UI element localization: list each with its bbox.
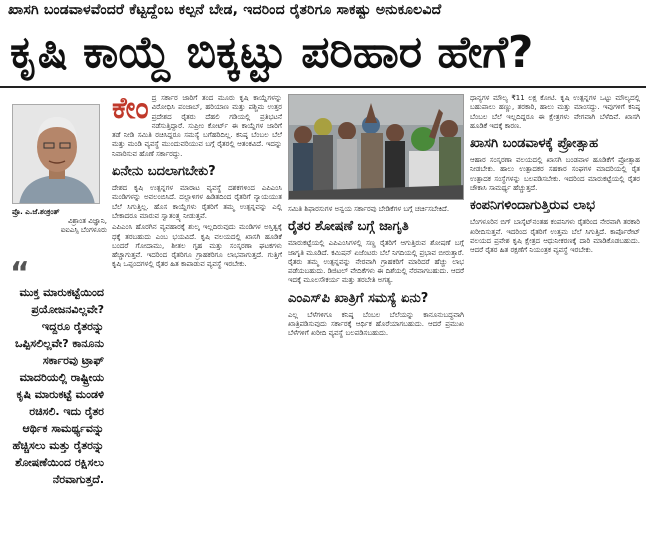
- pull-quote: [10, 256, 104, 488]
- article-column-1: [112, 94, 282, 544]
- quote-mark-icon: “: [10, 256, 30, 291]
- pull-quote-text: ಮುಕ್ತ ಮಾರುಕಟ್ಟೆಯಿಂದ ಪ್ರಯೋಜನವಿಲ್ಲವೇ? ಇದ್ದರೂ ರೈತರನ್ನು ಒಪ್ಪಿಸಲಿಲ್ಲವೇ? ಕಾನೂನು ಸರ್ಕಾರವು ಟ್ರಾಫ್ ಮಾದರಿಯಲ್ಲಿ ರಾಷ್ಟ್ರೀಯ ಕೃಷಿ ಮಾರುಕಟ್ಟೆ ಮಂಡಳಿ ರಚಿಸಲಿ. ಇದು ರೈತರ ಆರ್ಥಿಕ ಸಾಮರ್ಥ್ಯವನ್ನು ಹೆಚ್ಚಿಸಲು ಮತ್ತು ರೈತರನ್ನು ಶೋಷಣೆಯಿಂದ ರಕ್ಷಿಸಲು ನೆರವಾಗುತ್ತದೆ.: [12, 286, 104, 486]
- drop-cap: ಕೇಂ: [112, 94, 149, 126]
- body-paragraph: ಬೆಂಗಳೂರಿನ ಬಿಗ್ ಬಾಸ್ಕೆಟ್‌ನಂತಹ ಕಂಪನಿಗಳು ರೈತರಿಂದ ನೇರವಾಗಿ ತರಕಾರಿ ಖರೀದಿಸುತ್ತವೆ. ಇದರಿಂದ ರೈತರಿಗೆ ಉತ್ತಮ ಬೆಲೆ ಸಿಗುತ್ತಿದೆ. ಕಾರ್ಪೊರೇಟ್ ವಲಯದ ಪ್ರವೇಶ ಕೃಷಿ ಕ್ಷೇತ್ರದ ಆಧುನೀಕರಣಕ್ಕೆ ದಾರಿ ಮಾಡಿಕೊಡಬಹುದು. ಆದರೆ ರೈತರ ಹಿತ ರಕ್ಷಣೆಗೆ ನಿಯಂತ್ರಕ ವ್ಯವಸ್ಥೆ ಇರಬೇಕು.: [470, 218, 640, 255]
- kicker-line: ಖಾಸಗಿ ಬಂಡವಾಳವೆಂದರೆ ಕೆಟ್ಟದ್ದೆಂಬ ಕಲ್ಪನೆ ಬೇಡ, ಇದರಿಂದ ರೈತರಿಗೂ ಸಾಕಷ್ಟು ಅನುಕೂಲವಿದೆ: [8, 2, 442, 18]
- body-paragraph: ದೇಶದ ಕೃಷಿ ಉತ್ಪನ್ನಗಳ ಮಾರಾಟ ವ್ಯವಸ್ಥೆ ದಶಕಗಳಿಂದ ಎಪಿಎಂಸಿ ಮಂಡಿಗಳನ್ನು ಅವಲಂಬಿಸಿದೆ. ದಲ್ಲಾಳಿಗಳ ಹಿಡಿತದಿಂದ ರೈತರಿಗೆ ನ್ಯಾಯಯುತ ಬೆಲೆ ಸಿಗುತ್ತಿಲ್ಲ. ಹೊಸ ಕಾಯ್ದೆಗಳು ರೈತರಿಗೆ ತಮ್ಮ ಉತ್ಪನ್ನವನ್ನು ಎಲ್ಲಿ ಬೇಕಾದರೂ ಮಾರುವ ಸ್ವಾತಂತ್ರ್ಯ ನೀಡುತ್ತವೆ.: [112, 184, 282, 220]
- body-paragraph: ಎಪಿಎಂಸಿ ಹೊರಗಿನ ವ್ಯವಹಾರಕ್ಕೆ ಶುಲ್ಕ ಇಲ್ಲದಿರುವುದು ಮಂಡಿಗಳ ಅಸ್ತಿತ್ವಕ್ಕೆ ಧಕ್ಕೆ ತರಬಹುದು ಎಂಬ ಭಯವಿದೆ. ಕೃಷಿ ವಲಯದಲ್ಲಿ ಖಾಸಗಿ ಹೂಡಿಕೆ ಬಂದರೆ ಗೋದಾಮು, ಶೀತಲ ಗೃಹ ಮತ್ತು ಸಂಸ್ಕರಣಾ ಘಟಕಗಳು ಹೆಚ್ಚಾಗುತ್ತವೆ. ಇದರಿಂದ ರೈತರಿಗೂ ಗ್ರಾಹಕರಿಗೂ ಲಾಭವಾಗುತ್ತದೆ. ಗುತ್ತಿಗೆ ಕೃಷಿ ಒಪ್ಪಂದಗಳಲ್ಲಿ ರೈತರ ಹಿತ ಕಾಪಾಡುವ ವ್ಯವಸ್ಥೆ ಇರಬೇಕು.: [112, 223, 282, 269]
- subhead-company-benefits: ಕಂಪನಿಗಳಿಂದಾಗುತ್ತಿರುವ ಲಾಭ: [470, 198, 595, 214]
- author-title-line2: ಐಐಎಸ್ಸಿ ಬೆಂಗಳೂರು: [60, 226, 107, 234]
- body-paragraph: ಮಾರುಕಟ್ಟೆಯಲ್ಲಿ ಎಪಿಎಂಸಿಗಳಲ್ಲಿ ಸಣ್ಣ ರೈತರಿಗೆ ಆಗುತ್ತಿರುವ ಶೋಷಣೆ ಬಗ್ಗೆ ಜಾಗೃತಿ ಮೂಡಿದೆ. ಕಮಿಷನ್ ಏಜೆಂಟರು ಬೆಲೆ ನಿಗದಿಯಲ್ಲಿ ಪ್ರಭಾವ ಬೀರುತ್ತಾರೆ. ರೈತರು ತಮ್ಮ ಉತ್ಪನ್ನವನ್ನು ನೇರವಾಗಿ ಗ್ರಾಹಕರಿಗೆ ಮಾರಿದರೆ ಹೆಚ್ಚು ಲಾಭ ಪಡೆಯಬಹುದು. ಡಿಜಿಟಲ್ ವೇದಿಕೆಗಳು ಈ ದಿಶೆಯಲ್ಲಿ ನೆರವಾಗಬಹುದು. ಆದರೆ ಇದಕ್ಕೆ ಮೂಲಸೌಕರ್ಯ ಮತ್ತು ತರಬೇತಿ ಅಗತ್ಯ.: [288, 239, 464, 285]
- author-name: ಪ್ರೊ. ಎ.ಜೆ.ಶಂಕ್ರಂತ್: [12, 208, 60, 216]
- author-photo: [12, 104, 100, 204]
- subhead-farmer-exploitation: ರೈತರ ಶೋಷಣೆ ಬಗ್ಗೆ ಜಾಗೃತಿ: [288, 219, 409, 235]
- article-column-3: [470, 94, 640, 544]
- article-column-2: [288, 205, 464, 545]
- body-paragraph: ಆಹಾರ ಸಂಸ್ಕರಣಾ ವಲಯದಲ್ಲಿ ಖಾಸಗಿ ಬಂಡವಾಳ ಹೂಡಿಕೆಗೆ ಪ್ರೋತ್ಸಾಹ ನೀಡಬೇಕು. ಹಾಲು ಉತ್ಪಾದಕರ ಸಹಕಾರ ಸಂಘಗಳ ಮಾದರಿಯಲ್ಲಿ ರೈತ ಉತ್ಪಾದಕ ಸಂಸ್ಥೆಗಳನ್ನು ಬಲಪಡಿಸಬೇಕು. ಇದರಿಂದ ಮಾರುಕಟ್ಟೆಯಲ್ಲಿ ರೈತರ ಚೌಕಾಸಿ ಸಾಮರ್ಥ್ಯ ಹೆಚ್ಚುತ್ತದೆ.: [470, 156, 640, 193]
- body-paragraph: ಎಲ್ಲ ಬೆಳೆಗಳಿಗೂ ಕನಿಷ್ಠ ಬೆಂಬಲ ಬೆಲೆಯನ್ನು ಕಾನೂನುಬದ್ಧವಾಗಿ ಖಾತ್ರಿಪಡಿಸುವುದು ಸರ್ಕಾರಕ್ಕೆ ಆರ್ಥಿಕ ಹೊರೆಯಾಗಬಹುದು. ಆದರೆ ಪ್ರಮುಖ ಬೆಳೆಗಳಿಗೆ ಖರೀದಿ ವ್ಯವಸ್ಥೆ ಬಲಪಡಿಸಬಹುದು.: [288, 310, 464, 338]
- author-title-line1: ವಿಶ್ರಾಂತ ವಿಜ್ಞಾನಿ,: [68, 217, 107, 225]
- subhead-private-capital: ಖಾಸಗಿ ಬಂಡವಾಳಕ್ಕೆ ಪ್ರೋತ್ಸಾಹ: [470, 136, 599, 152]
- author-byline: [12, 208, 107, 235]
- intro-paragraph: ದ್ರ ಸರ್ಕಾರ ಜಾರಿಗೆ ತಂದ ಮೂರು ಕೃಷಿ ಕಾಯ್ದೆಗಳನ್ನು ವಿರೋಧಿಸಿ ಪಂಜಾಬ್, ಹರಿಯಾಣ ಮತ್ತು ಪಶ್ಚಿಮ ಉತ್ತರ ಪ್ರದೇಶದ ರೈತರು ದೆಹಲಿ ಗಡಿಯಲ್ಲಿ ಪ್ರತಿಭಟನೆ ನಡೆಸುತ್ತಿದ್ದಾರೆ. ಸುಪ್ರೀಂ ಕೋರ್ಟ್ ಈ ಕಾಯ್ದೆಗಳ ಜಾರಿಗೆ ತಡೆ ನೀಡಿ ಸಮಿತಿ ರಚಿಸಿದ್ದರೂ ಸಮಸ್ಯೆ ಬಗೆಹರಿದಿಲ್ಲ. ಕನಿಷ್ಠ ಬೆಂಬಲ ಬೆಲೆ ಮತ್ತು ಮಂಡಿ ವ್ಯವಸ್ಥೆ ಮುಂದುವರಿಯುವ ಬಗ್ಗೆ ರೈತರಲ್ಲಿ ಆತಂಕವಿದೆ. ಇದನ್ನು ನಿವಾರಿಸುವ ಹೊಣೆ ಸರ್ಕಾರದ್ದು.: [112, 94, 282, 158]
- intro-paragraph: ಧಾನ್ಯಗಳ ಮೌಲ್ಯ ₹11 ಲಕ್ಷ ಕೋಟಿ. ಕೃಷಿ ಉತ್ಪನ್ನಗಳ ಒಟ್ಟು ಮೌಲ್ಯದಲ್ಲಿ ಬಹುಪಾಲು ಹಣ್ಣು, ತರಕಾರಿ, ಹಾಲು ಮತ್ತು ಮಾಂಸದ್ದು. ಇವುಗಳಿಗೆ ಕನಿಷ್ಠ ಬೆಂಬಲ ಬೆಲೆ ಇಲ್ಲದಿದ್ದರೂ ಈ ಕ್ಷೇತ್ರಗಳು ವೇಗವಾಗಿ ಬೆಳೆದಿವೆ. ಖಾಸಗಿ ಹೂಡಿಕೆ ಇದಕ್ಕೆ ಕಾರಣ.: [470, 94, 640, 130]
- headline-rule: [0, 86, 646, 88]
- subhead-what-must-change: ಏನೇನು ಬದಲಾಗಬೇಕು?: [112, 164, 216, 180]
- photo-caption: ಸಮಿತಿ ಶಿಫಾರಸುಗಳ ಅನ್ವಯ ಸರ್ಕಾರವು ಬೇಡಿಕೆಗಳ ಬಗ್ಗೆ ಚರ್ಚಿಸಬೇಕಿದೆ.: [288, 205, 450, 213]
- protest-photo: [288, 94, 464, 200]
- headline: ಕೃಷಿ ಕಾಯ್ದೆ ಬಿಕ್ಕಟ್ಟು ಪರಿಹಾರ ಹೇಗೆ?: [10, 27, 534, 78]
- subhead-msp-problem: ಎಂಎಸ್‌ಪಿ ಖಾತ್ರಿಗೆ ಸಮಸ್ಯೆ ಏನು?: [288, 290, 429, 306]
